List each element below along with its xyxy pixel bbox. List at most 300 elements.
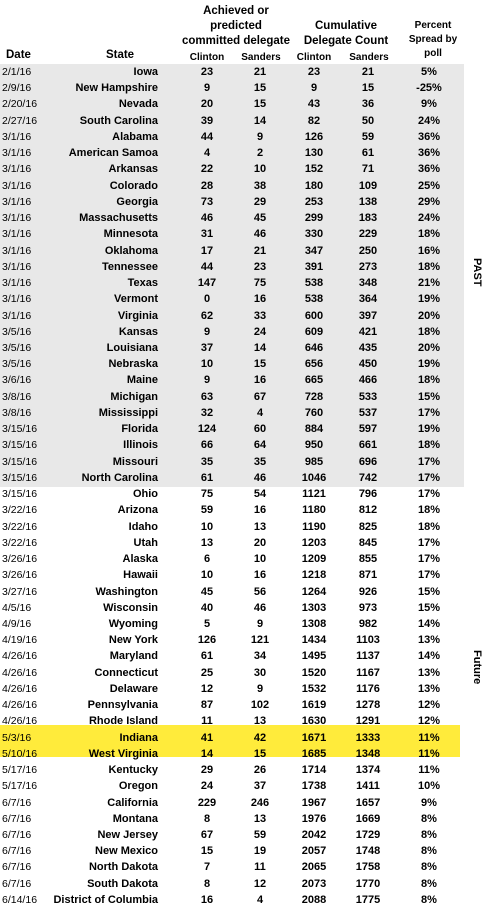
- cumulative-clinton-cell: 884: [304, 423, 324, 436]
- spread-cell: 17%: [417, 536, 441, 549]
- clinton-delegates-cell: 10: [200, 520, 214, 533]
- cumulative-sanders-cell: 1348: [355, 747, 381, 760]
- cumulative-sanders-cell: 537: [358, 406, 378, 419]
- cumulative-sanders-cell: 348: [358, 277, 378, 290]
- clinton-delegates-cell: 61: [200, 650, 214, 663]
- clinton-delegates-cell: 4: [203, 147, 211, 160]
- cumulative-sanders-cell: 59: [361, 130, 375, 143]
- state-cell: Montana: [112, 812, 158, 825]
- sanders-delegates-cell: 19: [253, 845, 267, 858]
- state-cell: New York: [108, 634, 158, 647]
- cumulative-clinton-cell: 656: [304, 358, 324, 371]
- spread-cell: 18%: [417, 260, 441, 273]
- header-sanders-b: Sanders: [349, 52, 389, 63]
- spread-cell: 11%: [418, 731, 440, 744]
- header-percent-line2: Spread by: [408, 34, 458, 45]
- clinton-delegates-cell: 29: [200, 764, 214, 777]
- sanders-delegates-cell: 24: [253, 325, 267, 338]
- table-row: [0, 113, 480, 129]
- table-row: [0, 730, 480, 746]
- state-cell: New Mexico: [95, 845, 158, 858]
- cumulative-sanders-cell: 845: [358, 536, 378, 549]
- cumulative-clinton-cell: 1121: [302, 488, 326, 501]
- date-cell: 4/26/16: [2, 650, 38, 663]
- spread-cell: 8%: [421, 893, 437, 906]
- state-cell: West Virginia: [88, 747, 158, 760]
- state-cell: Missouri: [112, 455, 158, 468]
- sanders-delegates-cell: 21: [253, 244, 267, 257]
- table-row: [0, 584, 480, 600]
- clinton-delegates-cell: 61: [200, 471, 214, 484]
- state-cell: Arkansas: [108, 163, 158, 176]
- clinton-delegates-cell: 10: [200, 358, 214, 371]
- date-cell: 3/8/16: [2, 390, 32, 403]
- cumulative-clinton-cell: 538: [304, 293, 324, 306]
- spread-cell: 19%: [417, 293, 441, 306]
- sanders-delegates-cell: 9: [256, 617, 264, 630]
- cumulative-clinton-cell: 1532: [301, 682, 327, 695]
- spread-cell: 20%: [417, 309, 441, 322]
- spread-cell: 8%: [421, 861, 437, 874]
- state-cell: Hawaii: [123, 569, 158, 582]
- table-row: [0, 226, 480, 242]
- cumulative-clinton-cell: 1434: [301, 634, 327, 647]
- cumulative-sanders-cell: 466: [358, 374, 378, 387]
- sanders-delegates-cell: 45: [253, 212, 267, 225]
- cumulative-clinton-cell: 1203: [301, 536, 327, 549]
- table-row: [0, 519, 480, 535]
- date-cell: 3/15/16: [2, 439, 38, 452]
- sanders-delegates-cell: 11: [254, 861, 266, 874]
- spread-cell: 8%: [421, 877, 437, 890]
- cumulative-sanders-cell: 36: [361, 98, 375, 111]
- sanders-delegates-cell: 16: [253, 569, 267, 582]
- sanders-delegates-cell: 13: [253, 812, 267, 825]
- clinton-delegates-cell: 44: [200, 130, 214, 143]
- cumulative-sanders-cell: 364: [358, 293, 378, 306]
- sanders-delegates-cell: 21: [253, 66, 267, 78]
- spread-cell: 18%: [417, 325, 441, 338]
- state-cell: American Samoa: [68, 147, 158, 160]
- clinton-delegates-cell: 67: [200, 829, 214, 842]
- spread-cell: 14%: [417, 617, 441, 630]
- header-achieved-line2: predicted: [210, 20, 262, 32]
- date-cell: 3/26/16: [2, 553, 38, 566]
- sanders-delegates-cell: 10: [253, 553, 267, 566]
- date-cell: 6/7/16: [2, 877, 32, 890]
- cumulative-sanders-cell: 1758: [355, 861, 381, 874]
- cumulative-clinton-cell: 180: [304, 179, 324, 192]
- date-cell: 3/6/16: [2, 374, 32, 387]
- date-cell: 3/15/16: [2, 423, 38, 436]
- table-row: [0, 161, 480, 177]
- spread-cell: 8%: [421, 829, 437, 842]
- spread-cell: 17%: [417, 553, 441, 566]
- date-cell: 4/5/16: [2, 601, 32, 614]
- table-row: [0, 324, 480, 340]
- cumulative-clinton-cell: 2088: [301, 893, 327, 906]
- cumulative-clinton-cell: 23: [307, 66, 321, 78]
- state-cell: Oklahoma: [104, 244, 158, 257]
- sanders-delegates-cell: 12: [253, 877, 267, 890]
- cumulative-sanders-cell: 21: [361, 66, 375, 78]
- cumulative-clinton-cell: 2057: [301, 845, 327, 858]
- table-row: [0, 665, 480, 681]
- clinton-delegates-cell: 22: [200, 163, 214, 176]
- spread-cell: 18%: [417, 439, 441, 452]
- state-cell: Virginia: [117, 309, 158, 322]
- state-cell: Maine: [126, 374, 158, 387]
- date-cell: 3/1/16: [2, 277, 32, 290]
- cumulative-clinton-cell: 728: [304, 390, 324, 403]
- clinton-delegates-cell: 66: [200, 439, 214, 452]
- state-cell: Mississippi: [98, 406, 158, 419]
- sanders-delegates-cell: 59: [253, 829, 267, 842]
- clinton-delegates-cell: 13: [200, 536, 214, 549]
- state-cell: Utah: [133, 536, 158, 549]
- cumulative-sanders-cell: 15: [361, 82, 375, 95]
- spread-cell: 15%: [417, 601, 441, 614]
- sanders-delegates-cell: 33: [253, 309, 267, 322]
- state-cell: Florida: [121, 423, 158, 436]
- table-row: [0, 876, 480, 892]
- clinton-delegates-cell: 44: [200, 260, 214, 273]
- state-cell: North Dakota: [88, 861, 158, 874]
- sanders-delegates-cell: 14: [253, 114, 267, 127]
- header-achieved: [172, 4, 300, 49]
- cumulative-clinton-cell: 1180: [302, 504, 326, 517]
- cumulative-sanders-cell: 1775: [355, 893, 381, 906]
- date-cell: 6/7/16: [2, 796, 32, 809]
- spread-cell: 15%: [417, 585, 441, 598]
- state-cell: Wisconsin: [103, 601, 158, 614]
- clinton-delegates-cell: 147: [197, 277, 217, 290]
- header-achieved-line3: committed delegate: [182, 35, 290, 47]
- clinton-delegates-cell: 5: [203, 617, 211, 630]
- clinton-delegates-cell: 75: [200, 488, 214, 501]
- cumulative-sanders-cell: 71: [361, 163, 375, 176]
- table-row: [0, 616, 480, 632]
- cumulative-clinton-cell: 1619: [301, 699, 327, 712]
- sanders-delegates-cell: 15: [253, 82, 267, 95]
- clinton-delegates-cell: 7: [203, 861, 211, 874]
- sanders-delegates-cell: 16: [253, 504, 267, 517]
- spread-cell: 25%: [417, 179, 441, 192]
- table-row: [0, 697, 480, 713]
- cumulative-clinton-cell: 1685: [301, 747, 327, 760]
- sanders-delegates-cell: 75: [253, 277, 267, 290]
- cumulative-sanders-cell: 1167: [356, 666, 380, 679]
- sanders-delegates-cell: 4: [256, 893, 264, 906]
- sanders-delegates-cell: 246: [250, 796, 270, 809]
- state-cell: Kentucky: [108, 764, 158, 777]
- cumulative-sanders-cell: 1669: [355, 812, 381, 825]
- table-row: [0, 632, 480, 648]
- table-row: [0, 178, 480, 194]
- table-row: [0, 80, 480, 96]
- cumulative-sanders-cell: 109: [358, 179, 378, 192]
- state-cell: New Hampshire: [75, 82, 158, 95]
- clinton-delegates-cell: 124: [197, 423, 217, 436]
- header-clinton-a: Clinton: [189, 52, 225, 63]
- date-cell: 3/1/16: [2, 212, 32, 225]
- cumulative-sanders-cell: 796: [358, 488, 378, 501]
- date-cell: 3/1/16: [2, 147, 32, 160]
- state-cell: Massachusetts: [79, 212, 158, 225]
- clinton-delegates-cell: 0: [203, 293, 211, 306]
- sanders-delegates-cell: 9: [256, 130, 264, 143]
- sanders-delegates-cell: 13: [253, 715, 267, 728]
- spread-cell: 14%: [417, 650, 441, 663]
- clinton-delegates-cell: 35: [200, 455, 214, 468]
- cumulative-clinton-cell: 538: [304, 277, 324, 290]
- state-cell: Nevada: [118, 98, 158, 111]
- table-row: [0, 96, 480, 112]
- clinton-delegates-cell: 87: [200, 699, 214, 712]
- table-row: [0, 291, 480, 307]
- spread-cell: 19%: [417, 358, 441, 371]
- date-cell: 2/1/16: [2, 66, 32, 78]
- past-label: PAST: [471, 258, 483, 287]
- state-cell: South Dakota: [87, 877, 158, 890]
- table-row: [0, 827, 480, 843]
- cumulative-clinton-cell: 9: [310, 82, 318, 95]
- clinton-delegates-cell: 8: [203, 812, 211, 825]
- cumulative-sanders-cell: 696: [358, 455, 378, 468]
- clinton-delegates-cell: 9: [203, 374, 211, 387]
- state-cell: Illinois: [123, 439, 158, 452]
- table-row: [0, 681, 480, 697]
- date-cell: 3/22/16: [2, 504, 38, 517]
- state-cell: Nebraska: [108, 358, 158, 371]
- clinton-delegates-cell: 11: [201, 715, 213, 728]
- date-cell: 4/26/16: [2, 682, 38, 695]
- spread-cell: 17%: [417, 455, 441, 468]
- date-cell: 4/9/16: [2, 617, 32, 630]
- spread-cell: 17%: [417, 406, 441, 419]
- state-cell: New Jersey: [97, 829, 158, 842]
- clinton-delegates-cell: 73: [200, 195, 214, 208]
- cumulative-sanders-cell: 1748: [355, 845, 381, 858]
- state-cell: Vermont: [113, 293, 158, 306]
- cumulative-clinton-cell: 646: [304, 341, 324, 354]
- cumulative-sanders-cell: 1137: [356, 650, 380, 663]
- cumulative-sanders-cell: 397: [358, 309, 378, 322]
- clinton-delegates-cell: 12: [200, 682, 214, 695]
- sanders-delegates-cell: 4: [256, 406, 264, 419]
- table-row: [0, 194, 480, 210]
- state-cell: California: [107, 796, 158, 809]
- cumulative-clinton-cell: 665: [304, 374, 324, 387]
- header-state: State: [105, 49, 135, 61]
- table-row: [0, 778, 480, 794]
- date-cell: 3/15/16: [2, 455, 38, 468]
- clinton-delegates-cell: 6: [203, 553, 211, 566]
- table-row: [0, 535, 480, 551]
- clinton-delegates-cell: 63: [200, 390, 214, 403]
- clinton-delegates-cell: 24: [200, 780, 214, 793]
- date-cell: 3/5/16: [2, 358, 32, 371]
- spread-cell: 10%: [417, 780, 441, 793]
- spread-cell: 17%: [417, 471, 441, 484]
- cumulative-clinton-cell: 253: [304, 195, 324, 208]
- spread-cell: 8%: [421, 812, 437, 825]
- clinton-delegates-cell: 31: [200, 228, 214, 241]
- cumulative-sanders-cell: 926: [358, 585, 378, 598]
- state-cell: Connecticut: [94, 666, 158, 679]
- date-cell: 4/26/16: [2, 699, 38, 712]
- sanders-delegates-cell: 23: [253, 260, 267, 273]
- sanders-delegates-cell: 67: [253, 390, 267, 403]
- header-sanders-a: Sanders: [241, 52, 281, 63]
- table-row: [0, 210, 480, 226]
- cumulative-sanders-cell: 597: [358, 423, 378, 436]
- clinton-delegates-cell: 126: [197, 634, 217, 647]
- table-row: [0, 892, 480, 908]
- date-cell: 3/1/16: [2, 309, 32, 322]
- cumulative-clinton-cell: 760: [304, 406, 324, 419]
- table-row: [0, 308, 480, 324]
- cumulative-sanders-cell: 1333: [355, 731, 381, 744]
- sanders-delegates-cell: 26: [253, 764, 267, 777]
- date-cell: 3/1/16: [2, 260, 32, 273]
- clinton-delegates-cell: 23: [200, 66, 214, 78]
- cumulative-sanders-cell: 61: [361, 147, 375, 160]
- header-date: Date: [6, 49, 31, 61]
- cumulative-clinton-cell: 985: [304, 455, 324, 468]
- state-cell: Rhode Island: [88, 715, 158, 728]
- cumulative-sanders-cell: 229: [358, 228, 378, 241]
- state-cell: Texas: [127, 277, 158, 290]
- header-cumulative-line2: Delegate Count: [303, 35, 389, 47]
- spread-cell: 16%: [417, 244, 441, 257]
- sanders-delegates-cell: 2: [256, 147, 264, 160]
- spread-cell: 11%: [418, 747, 440, 760]
- header-percent: [402, 19, 464, 61]
- sanders-delegates-cell: 13: [253, 520, 267, 533]
- sanders-delegates-cell: 56: [253, 585, 267, 598]
- sanders-delegates-cell: 15: [253, 747, 267, 760]
- state-cell: Idaho: [128, 520, 158, 533]
- spread-cell: 24%: [417, 212, 441, 225]
- sanders-delegates-cell: 102: [250, 699, 270, 712]
- spread-cell: 5%: [421, 66, 437, 78]
- sanders-delegates-cell: 60: [253, 423, 267, 436]
- cumulative-sanders-cell: 742: [358, 471, 378, 484]
- sanders-delegates-cell: 34: [253, 650, 267, 663]
- sanders-delegates-cell: 121: [250, 634, 270, 647]
- cumulative-clinton-cell: 391: [304, 260, 324, 273]
- cumulative-sanders-cell: 982: [358, 617, 378, 630]
- table-row: [0, 340, 480, 356]
- cumulative-clinton-cell: 1520: [301, 666, 327, 679]
- sanders-delegates-cell: 46: [253, 471, 267, 484]
- cumulative-clinton-cell: 1308: [301, 617, 327, 630]
- cumulative-sanders-cell: 50: [361, 114, 375, 127]
- sanders-delegates-cell: 46: [253, 228, 267, 241]
- cumulative-clinton-cell: 130: [304, 147, 324, 160]
- cumulative-sanders-cell: 533: [358, 390, 378, 403]
- table-row: [0, 405, 480, 421]
- state-cell: Pennsylvania: [87, 699, 158, 712]
- clinton-delegates-cell: 59: [200, 504, 214, 517]
- table-row: [0, 648, 480, 664]
- date-cell: 3/22/16: [2, 536, 38, 549]
- spread-cell: 17%: [417, 569, 441, 582]
- state-cell: Washington: [95, 585, 158, 598]
- state-cell: North Carolina: [81, 471, 158, 484]
- clinton-delegates-cell: 9: [203, 82, 211, 95]
- spread-cell: 21%: [417, 277, 441, 290]
- state-cell: Indiana: [119, 731, 158, 744]
- cumulative-clinton-cell: 950: [304, 439, 324, 452]
- sanders-delegates-cell: 16: [253, 374, 267, 387]
- table-row: [0, 502, 480, 518]
- state-cell: Wyoming: [108, 617, 158, 630]
- date-cell: 6/7/16: [2, 861, 32, 874]
- table-row: [0, 746, 480, 762]
- cumulative-clinton-cell: 1046: [301, 471, 327, 484]
- table-row: [0, 859, 480, 875]
- date-cell: 6/14/16: [2, 893, 38, 906]
- cumulative-sanders-cell: 1103: [356, 634, 380, 647]
- state-cell: Colorado: [109, 179, 158, 192]
- header-cumulative-line1: Cumulative: [315, 20, 377, 32]
- date-cell: 3/1/16: [2, 130, 32, 143]
- table-row: [0, 275, 480, 291]
- state-cell: Maryland: [109, 650, 158, 663]
- date-cell: 5/10/16: [2, 747, 38, 760]
- table-row: [0, 551, 480, 567]
- cumulative-clinton-cell: 2042: [301, 829, 327, 842]
- spread-cell: 9%: [421, 796, 437, 809]
- spread-cell: 19%: [417, 423, 441, 436]
- clinton-delegates-cell: 8: [203, 877, 211, 890]
- cumulative-sanders-cell: 825: [358, 520, 378, 533]
- cumulative-clinton-cell: 1671: [301, 731, 327, 744]
- cumulative-clinton-cell: 1738: [301, 780, 327, 793]
- clinton-delegates-cell: 32: [200, 406, 214, 419]
- spread-cell: 8%: [421, 845, 437, 858]
- header-cumulative: [300, 19, 392, 49]
- cumulative-clinton-cell: 1264: [301, 585, 327, 598]
- clinton-delegates-cell: 10: [200, 569, 214, 582]
- cumulative-sanders-cell: 450: [358, 358, 378, 371]
- cumulative-clinton-cell: 1967: [301, 796, 327, 809]
- cumulative-clinton-cell: 609: [304, 325, 324, 338]
- state-cell: District of Columbia: [53, 893, 158, 906]
- clinton-delegates-cell: 17: [200, 244, 214, 257]
- table-row: [0, 486, 480, 502]
- state-cell: Michigan: [110, 390, 158, 403]
- spread-cell: 13%: [417, 682, 441, 695]
- date-cell: 3/22/16: [2, 520, 38, 533]
- table-row: [0, 372, 480, 388]
- cumulative-clinton-cell: 1630: [301, 715, 327, 728]
- sanders-delegates-cell: 16: [253, 293, 267, 306]
- sanders-delegates-cell: 30: [253, 666, 267, 679]
- sanders-delegates-cell: 37: [253, 780, 267, 793]
- date-cell: 3/1/16: [2, 228, 32, 241]
- table-row: [0, 713, 480, 729]
- state-cell: Kansas: [118, 325, 158, 338]
- table-row: [0, 129, 480, 145]
- date-cell: 5/17/16: [2, 764, 38, 777]
- cumulative-sanders-cell: 855: [358, 553, 378, 566]
- delegate-table: [0, 64, 480, 908]
- table-row: [0, 243, 480, 259]
- future-label: Future: [471, 650, 483, 685]
